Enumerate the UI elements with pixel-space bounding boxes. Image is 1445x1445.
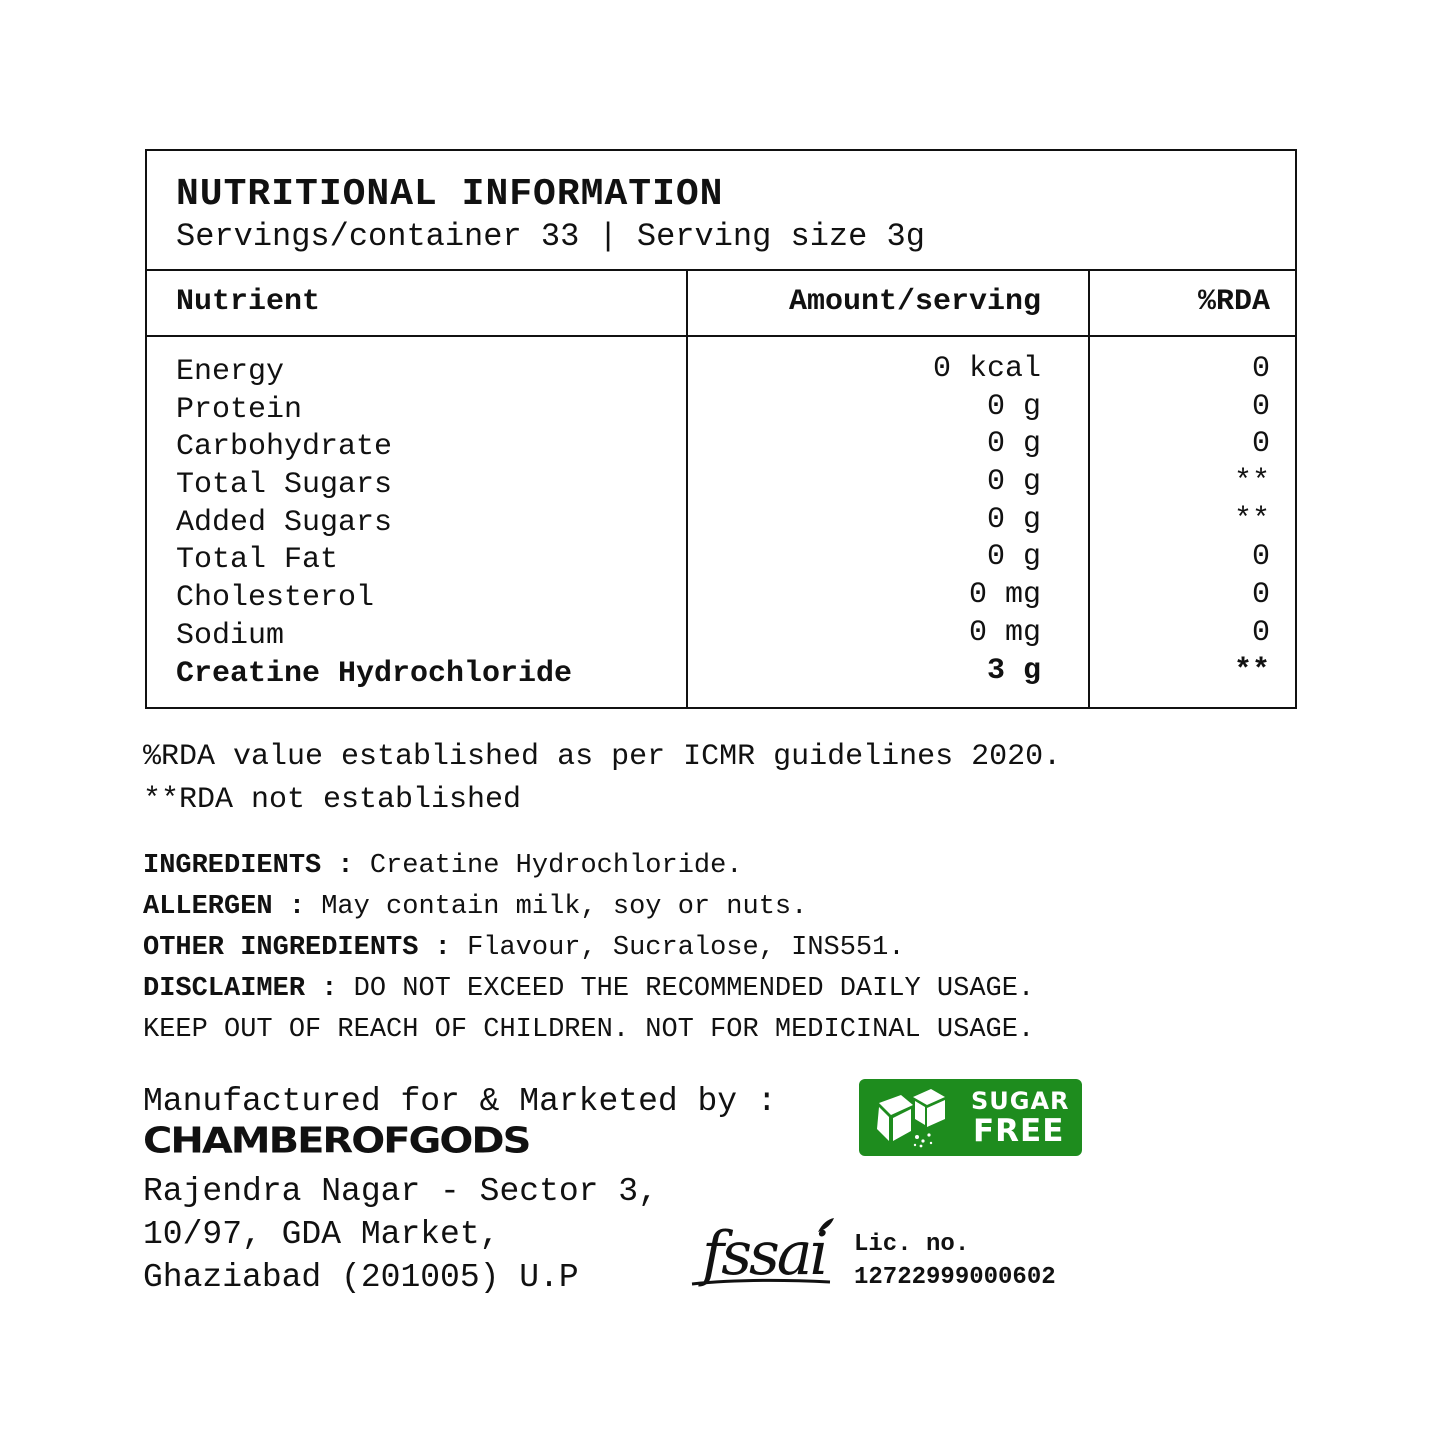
nutrient-amount: 0 g [986, 389, 1041, 424]
allergen-value: May contain milk, soy or nuts. [321, 892, 808, 922]
nutrient-amount: 0 mg [968, 578, 1041, 613]
nutrient-amount: 0 kcal [932, 352, 1041, 386]
nutrition-panel [145, 149, 1297, 709]
panel-header [147, 151, 1295, 271]
rda-note: %RDA value established as per ICMR guidelines 2020. [143, 740, 1062, 774]
rda-not-established-note: **RDA not established [143, 783, 522, 817]
address-line: 10/97, GDA Market, [143, 1216, 500, 1253]
nutrient-rda: ** [1233, 502, 1270, 537]
ingredients-label: INGREDIENTS : [143, 851, 354, 881]
table-row [147, 389, 1295, 431]
nutrient-name: Total Fat [176, 543, 339, 578]
nutrient-name: Total Sugars [176, 468, 393, 503]
table-row [147, 465, 1295, 506]
nutrient-amount: 0 g [986, 540, 1041, 575]
table-row [147, 653, 1295, 695]
disclaimer-line-2: KEEP OUT OF REACH OF CHILDREN. NOT FOR MEDICINAL USAGE. [143, 1015, 1035, 1045]
ingredients-line [143, 851, 743, 881]
nutrient-amount: 0 mg [968, 615, 1041, 650]
nutrient-name: Creatine Hydrochloride [176, 656, 573, 691]
nutrient-rows [147, 352, 1295, 694]
header-rda: %RDA [1197, 285, 1270, 319]
nutrient-rda: 0 [1251, 389, 1270, 424]
nutrient-name: Protein [176, 392, 303, 427]
nutrient-rda: 0 [1251, 540, 1270, 575]
disclaimer-line [143, 974, 1034, 1004]
nutrient-amount: 0 g [986, 465, 1041, 500]
fssai-logo [690, 1212, 840, 1297]
nutrient-amount: 3 g [986, 653, 1041, 688]
nutrient-rda: 0 [1251, 352, 1270, 386]
table-row [147, 540, 1295, 581]
nutrient-rda: ** [1233, 653, 1270, 688]
serving-info: Servings/container 33 | Serving size 3g [176, 218, 925, 255]
nutrient-rda: 0 [1251, 427, 1270, 462]
license-number: 12722999000602 [854, 1264, 1056, 1291]
panel-title: NUTRITIONAL INFORMATION [176, 173, 724, 216]
nutrient-name: Added Sugars [176, 505, 393, 540]
nutrient-name: Cholesterol [176, 581, 375, 616]
other-ingredients-line [143, 933, 905, 963]
header-nutrient: Nutrient [176, 285, 321, 319]
sugar-cube-icon [871, 1085, 961, 1151]
nutrient-name: Carbohydrate [176, 430, 393, 465]
allergen-label: ALLERGEN : [143, 892, 306, 922]
svg-text:fssai: fssai [702, 1219, 826, 1289]
address-line: Rajendra Nagar - Sector 3, [143, 1173, 658, 1210]
address-line: Ghaziabad (201005) U.P [143, 1259, 579, 1296]
table-row [147, 502, 1295, 544]
sugar-free-badge [859, 1079, 1082, 1156]
allergen-line [143, 892, 807, 922]
nutrient-rda: ** [1233, 465, 1270, 500]
nutrient-amount: 0 g [986, 427, 1041, 462]
disclaimer-value: DO NOT EXCEED THE RECOMMENDED DAILY USAGE. [353, 974, 1035, 1004]
disclaimer-label: DISCLAIMER : [143, 974, 338, 1004]
nutrient-name: Sodium [176, 618, 285, 653]
badge-text-free: FREE [973, 1113, 1065, 1149]
badge-text-sugar: SUGAR [971, 1087, 1070, 1115]
table-row [147, 578, 1295, 619]
nutrient-amount: 0 g [986, 502, 1041, 537]
brand-name: CHAMBEROFGODS [143, 1120, 530, 1162]
table-row [147, 352, 1295, 393]
other-ingredients-label: OTHER INGREDIENTS : [143, 933, 451, 963]
nutrient-rda: 0 [1251, 615, 1270, 650]
table-row [147, 615, 1295, 657]
nutrient-name: Energy [176, 355, 285, 389]
other-ingredients-value: Flavour, Sucralose, INS551. [467, 933, 905, 963]
nutrient-rda: 0 [1251, 578, 1270, 613]
fssai-logo-icon [690, 1212, 840, 1292]
header-amount: Amount/serving [788, 285, 1041, 319]
table-row [147, 427, 1295, 468]
manufacturer-label: Manufactured for & Marketed by : [143, 1083, 777, 1120]
ingredients-value: Creatine Hydrochloride. [369, 851, 743, 881]
license-label: Lic. no. [854, 1231, 970, 1258]
